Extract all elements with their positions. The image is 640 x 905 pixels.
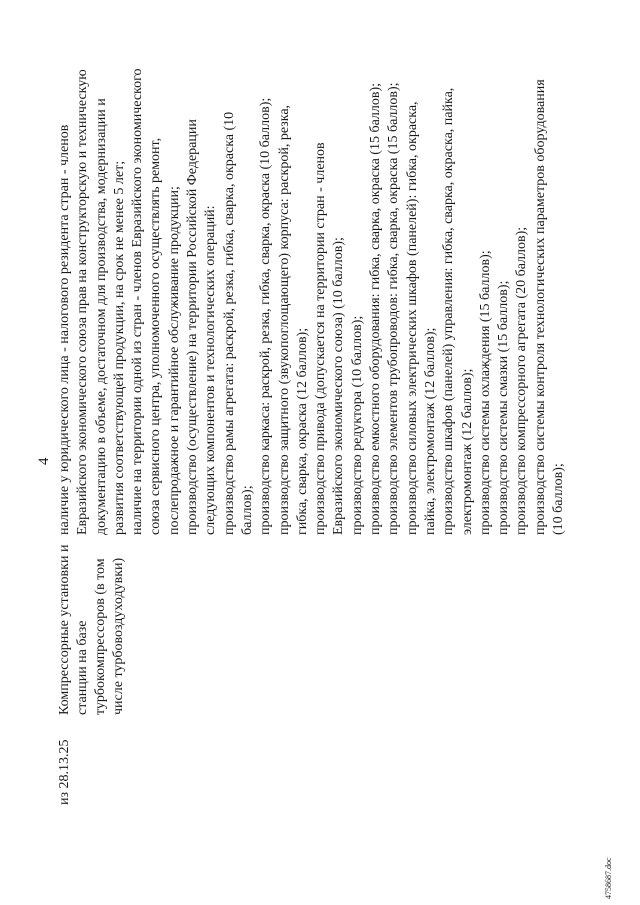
- page-number: 4: [36, 457, 52, 465]
- document-file-code: 4758687.doc: [604, 857, 613, 899]
- product-name: Компрессорные установки и станции на базе турбокомпрессоров (в том числе турбовоздуходувки): [57, 544, 126, 715]
- requirement-item: производство элементов трубопроводов: гибка, сварка, окраска (15 баллов);: [386, 82, 402, 535]
- requirement-item: производство емкостного оборудования: гибка, сварка, окраска (15 баллов);: [368, 82, 384, 535]
- requirement-item: производство системы охлаждения (15 баллов);: [477, 250, 493, 535]
- requirement-item: производство рамы агрегата: раскрой, резка, гибка, сварка, окраска (10 баллов);: [221, 111, 255, 535]
- requirement-item: производство компрессорного агрегата (20 баллов);: [514, 226, 530, 535]
- requirement-item: производство каркаса: раскрой, резка, гибка, сварка, окраска (10 баллов);: [258, 97, 274, 535]
- requirement-item: производство шкафов (панелей) управления: гибка, сварка, окраска, пайка, электромонтаж (12 баллов);: [441, 87, 475, 535]
- requirements-list: [56, 65, 568, 535]
- requirement-item: производство системы смазки (15 баллов);: [496, 280, 512, 535]
- requirement-item: производство защитного (звукопоглощающего) корпуса: раскрой, резка, гибка, сварка, окраска (12 баллов);: [276, 104, 310, 535]
- requirement-item: производство системы контроля технологических параметров оборудования (10 баллов);: [532, 79, 567, 535]
- requirement-item: производство редуктора (10 баллов);: [349, 315, 365, 535]
- requirement-item: наличие у юридического лица - налогового резидента стран - членов Евразийского экономического союза прав на конструкторскую и техническую документацию в объеме, достаточном для производства, модернизации и развития соответствующей продукции, на срок не менее 5 лет;: [57, 69, 127, 535]
- requirement-item: производство (осуществление) на территории Российской Федерации следующих компонентов и технологических операций:: [185, 119, 219, 535]
- okpd2-code: из 28.13.25: [57, 739, 72, 805]
- requirement-item: наличие на территории одной из стран - членов Евразийского экономического союза сервисного центра, уполномоченного осуществлять ремонт, послепродажное и гарантийное обслуживание продукции;: [130, 68, 182, 535]
- requirement-item: производство силовых электрических шкафов (панелей): гибка, окраска, пайка, электромонтаж (12 баллов);: [404, 101, 438, 535]
- requirement-item: производство привода (допускается на территории стран - членов Евразийского экономического союза) (10 баллов);: [313, 142, 347, 535]
